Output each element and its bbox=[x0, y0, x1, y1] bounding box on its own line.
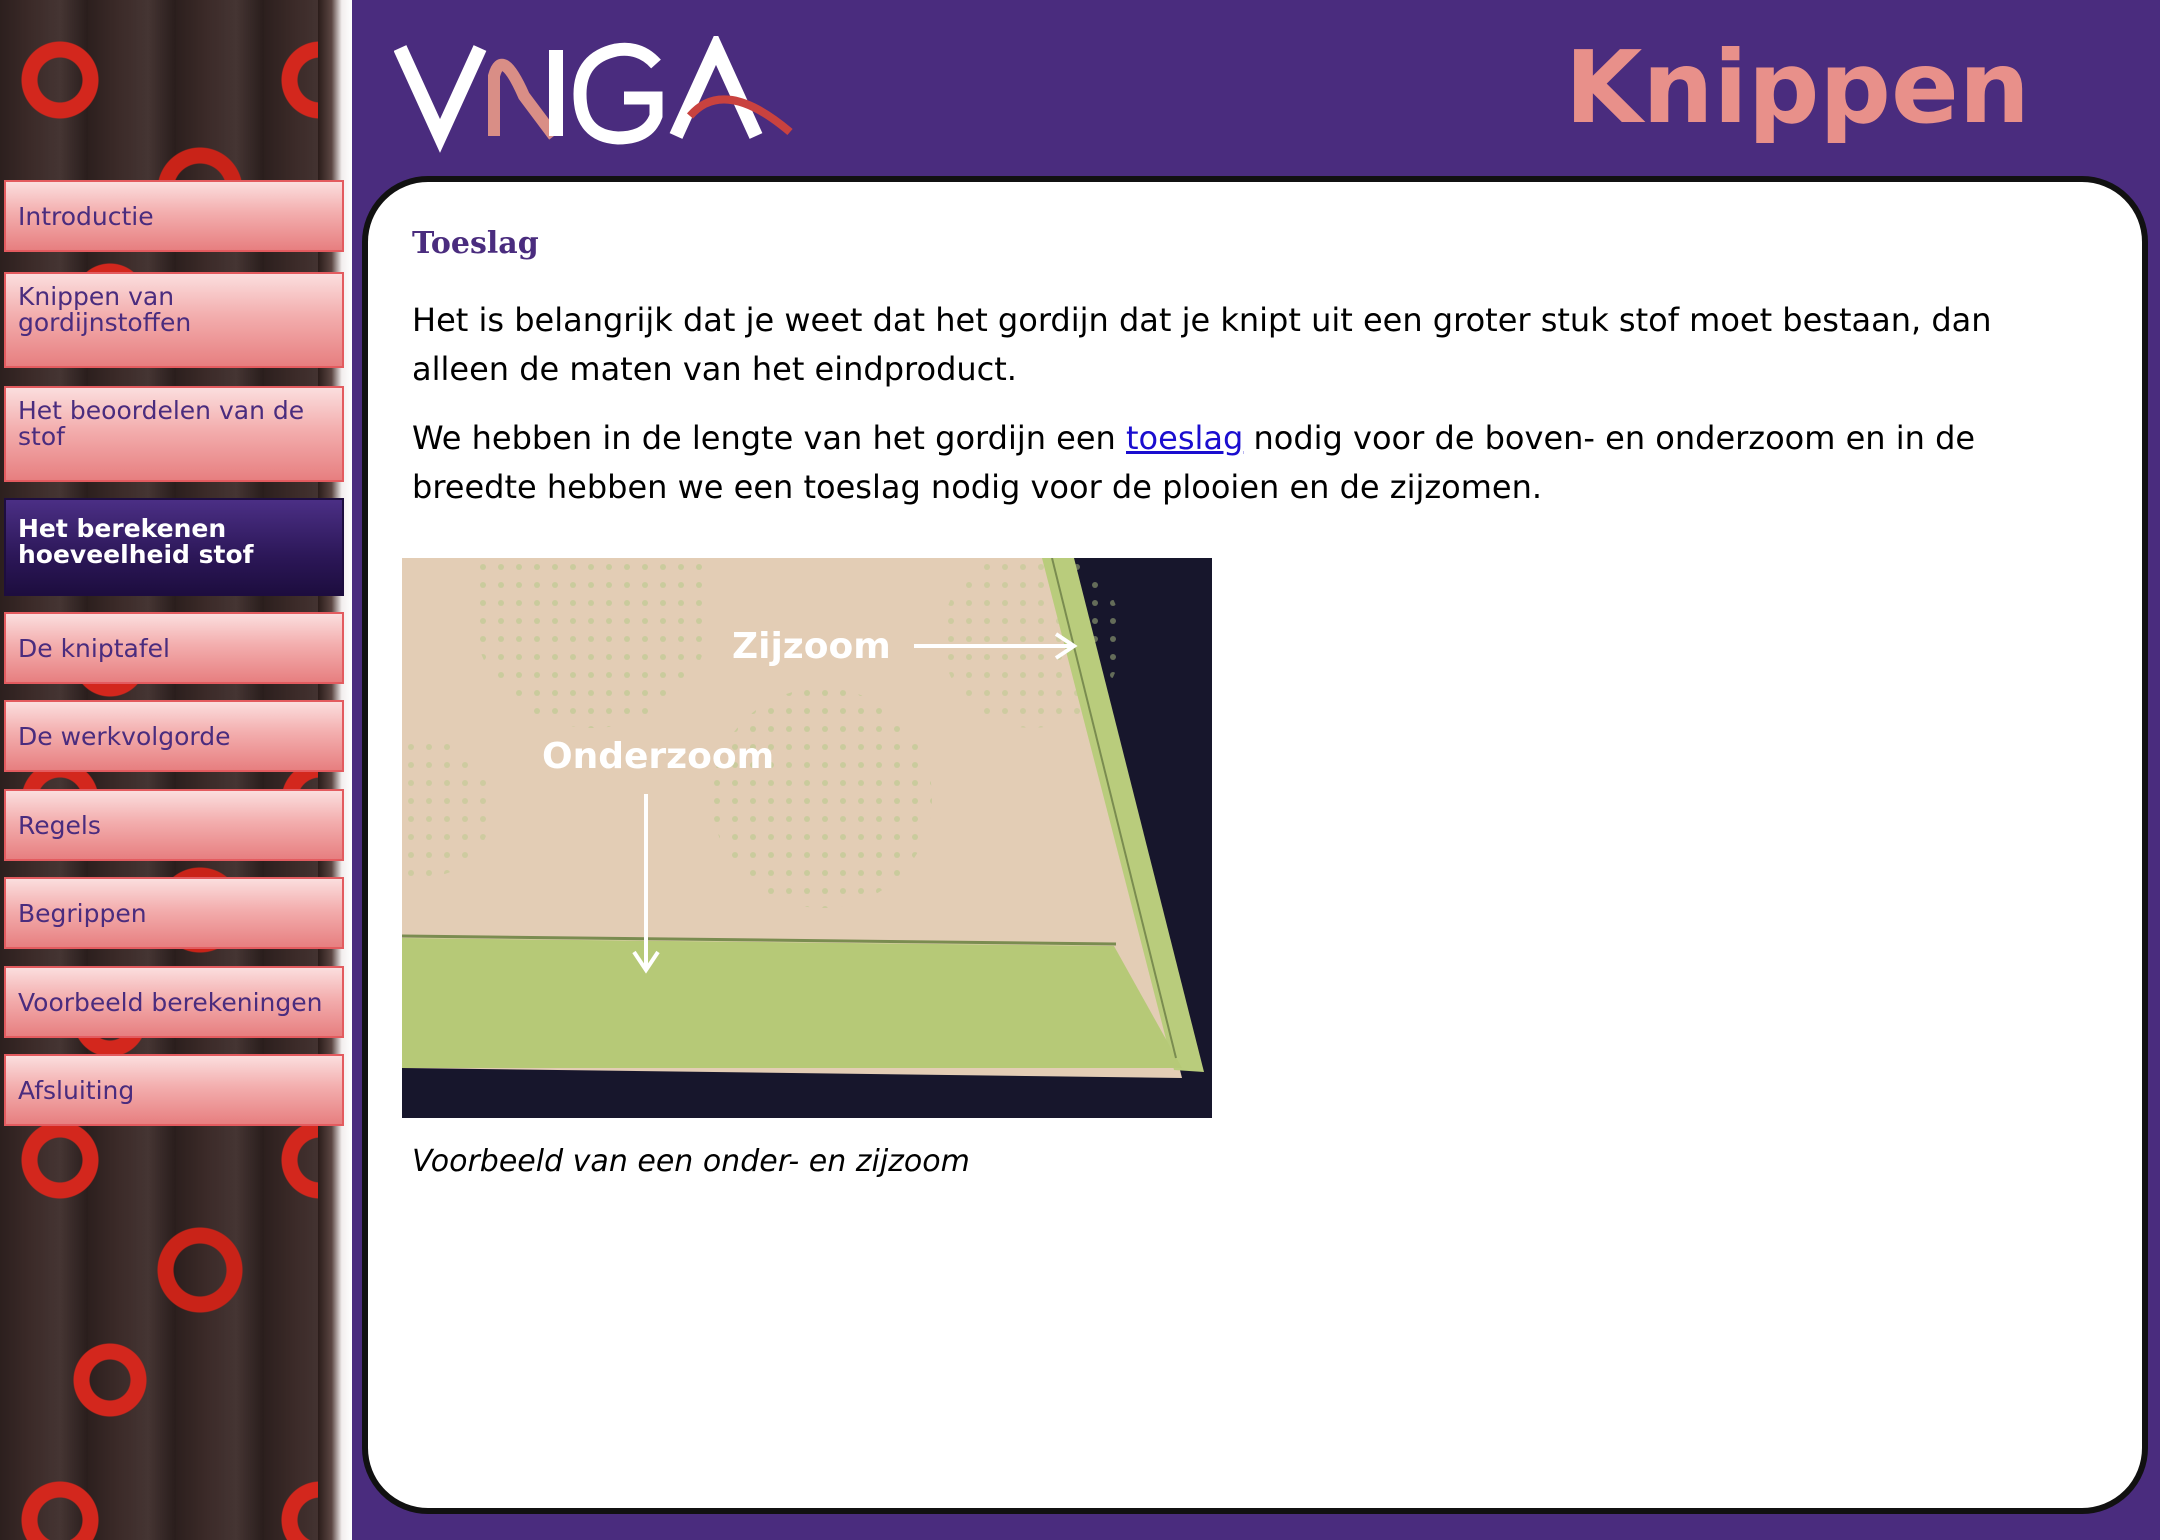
page-heading: Knippen bbox=[1564, 29, 2030, 146]
hem-photo-illustration bbox=[402, 558, 1212, 1118]
sidebar-divider bbox=[352, 0, 358, 1540]
section-title: Toeslag bbox=[412, 226, 539, 261]
nav-item-begrippen[interactable] bbox=[4, 877, 344, 949]
nav-item-label: De kniptafel bbox=[18, 634, 170, 663]
nav-item-label: Het berekenen hoeveelheid stof bbox=[18, 514, 254, 569]
nav-item-knippen-van-gordijnstoffen[interactable] bbox=[4, 272, 344, 368]
hem-example-photo bbox=[402, 558, 1212, 1118]
content-panel bbox=[362, 176, 2148, 1514]
paragraph-text: nodig voor de boven- en onderzoom en in de breedte hebben we een toeslag nodig voor de plooien en de zijzomen. bbox=[412, 419, 1976, 506]
nav-item-de-werkvolgorde[interactable] bbox=[4, 700, 344, 772]
photo-label-onderzoom: Onderzoom bbox=[542, 736, 775, 777]
nav-item-het-beoordelen-van-de-stof[interactable] bbox=[4, 386, 344, 482]
nav-item-label: Het beoordelen van de stof bbox=[18, 396, 305, 451]
nav-item-label: Voorbeeld berekeningen bbox=[18, 988, 323, 1017]
photo-label-zijzoom: Zijzoom bbox=[732, 626, 891, 667]
nav-item-label: Introductie bbox=[18, 202, 154, 231]
toeslag-link[interactable]: toeslag bbox=[1126, 419, 1244, 457]
nav-item-label: De werkvolgorde bbox=[18, 722, 231, 751]
nav-item-regels[interactable] bbox=[4, 789, 344, 861]
vinga-logo-mark bbox=[394, 36, 794, 156]
paragraph-toeslag bbox=[412, 414, 2062, 512]
nav-item-label: Begrippen bbox=[18, 899, 147, 928]
paragraph-text: We hebben in de lengte van het gordijn een bbox=[412, 419, 1126, 457]
nav-item-label: Knippen van gordijnstoffen bbox=[18, 282, 192, 337]
nav-item-label: Regels bbox=[18, 811, 101, 840]
nav-item-de-kniptafel[interactable] bbox=[4, 612, 344, 684]
nav-item-afsluiting[interactable] bbox=[4, 1054, 344, 1126]
nav-item-label: Afsluiting bbox=[18, 1076, 135, 1105]
nav-item-voorbeeld-berekeningen[interactable] bbox=[4, 966, 344, 1038]
paragraph-intro: Het is belangrijk dat je weet dat het gordijn dat je knipt uit een groter stuk stof moet bestaan, dan alleen de maten van het eindproduct. bbox=[412, 301, 1992, 388]
page-header bbox=[358, 0, 2160, 180]
nav-item-het-berekenen-hoeveelheid-stof[interactable] bbox=[4, 498, 344, 596]
nav-item-introductie[interactable] bbox=[4, 180, 344, 252]
photo-caption: Voorbeeld van een onder- en zijzoom bbox=[412, 1144, 970, 1179]
